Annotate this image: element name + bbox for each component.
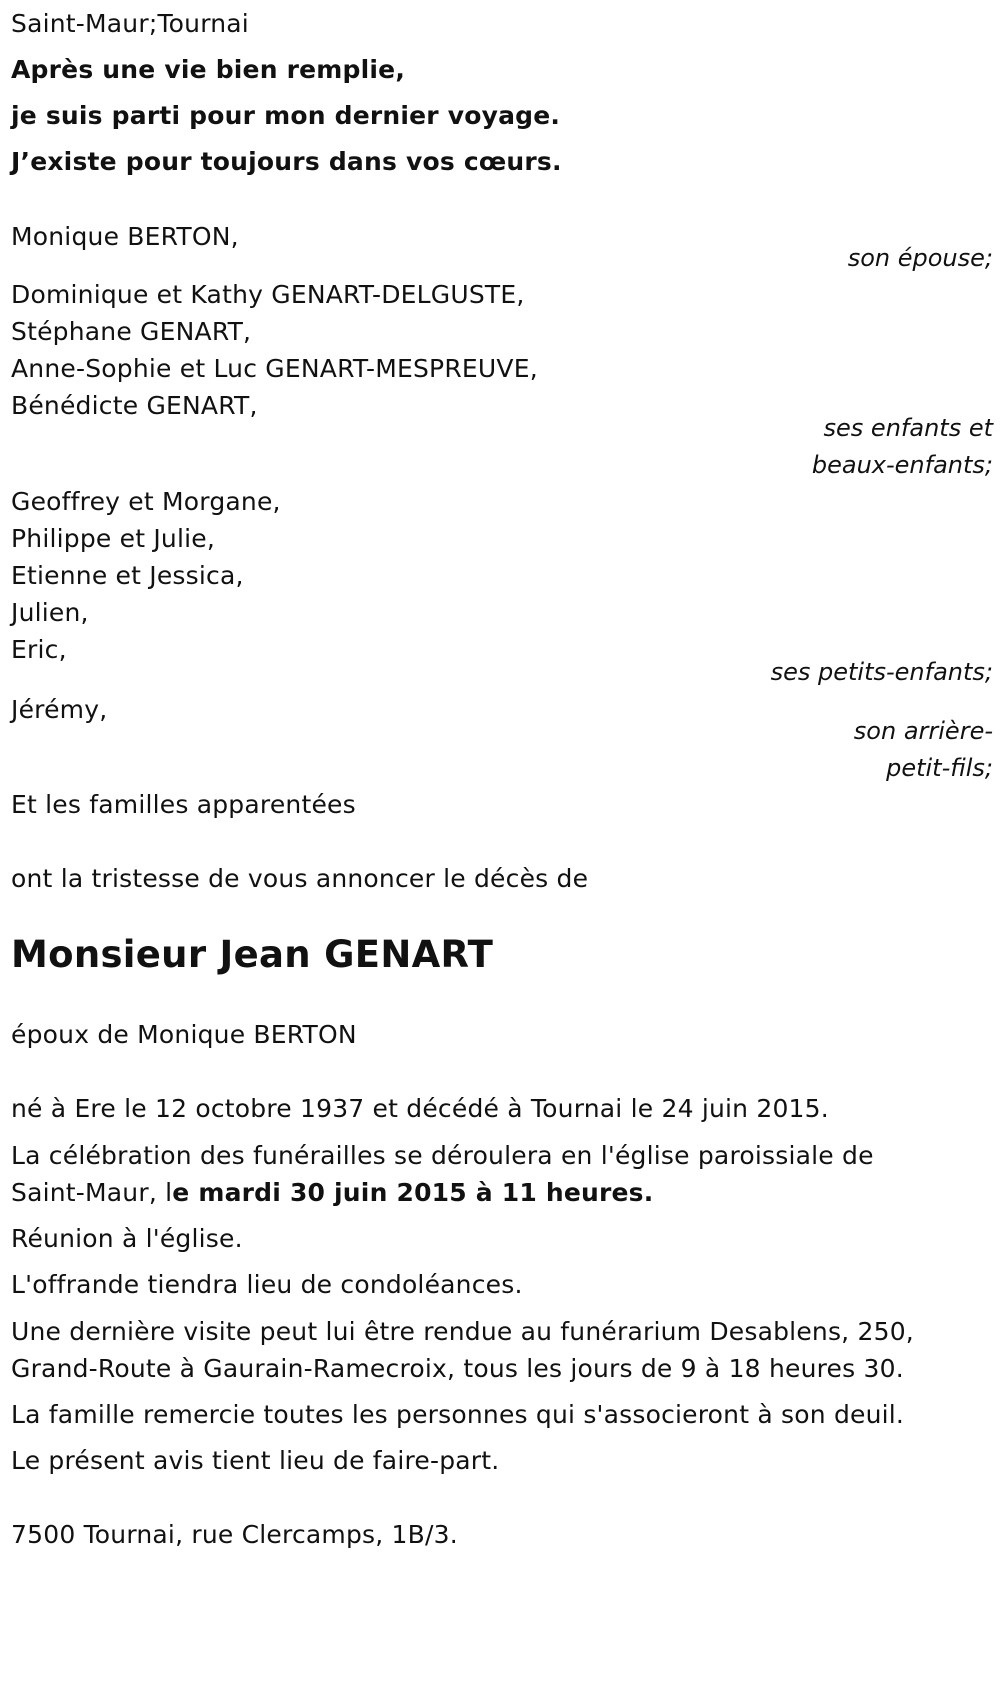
grandchild-5: Eric,	[11, 635, 67, 664]
visit-line-2: Grand-Route à Gaurain-Ramecroix, tous les jours de 9 à 18 heures 30.	[11, 1354, 904, 1383]
child-2: Stéphane GENART,	[11, 317, 252, 346]
meeting-info: Réunion à l'église.	[11, 1224, 243, 1253]
grandchild-2: Philippe et Julie,	[11, 524, 215, 553]
offering-info: L'offrande tiendra lieu de condoléances.	[11, 1270, 523, 1299]
great-grandchild-relation-line-1: son arrière-	[853, 717, 993, 745]
location-header: Saint-Maur;Tournai	[11, 9, 249, 38]
poem-line-1: Après une vie bien remplie,	[11, 55, 406, 84]
grandchildren-relation: ses petits-enfants;	[770, 658, 993, 686]
notice-statement: Le présent avis tient lieu de faire-part.	[11, 1446, 500, 1475]
address: 7500 Tournai, rue Clercamps, 1B/3.	[11, 1520, 458, 1549]
related-families: Et les familles apparentées	[11, 790, 356, 819]
deceased-name: Monsieur Jean GENART	[11, 933, 494, 976]
children-relation-line-2: beaux-enfants;	[811, 451, 993, 479]
grandchild-4: Julien,	[11, 598, 89, 627]
spouse-name: Monique BERTON,	[11, 222, 239, 251]
spouse-of: époux de Monique BERTON	[11, 1020, 357, 1049]
children-relation-line-1: ses enfants et	[823, 414, 993, 442]
child-1: Dominique et Kathy GENART-DELGUSTE,	[11, 280, 525, 309]
poem-line-3: J’existe pour toujours dans vos cœurs.	[11, 147, 562, 176]
ceremony-datetime: e mardi 30 juin 2015 à 11 heures.	[172, 1178, 654, 1207]
poem-line-2: je suis parti pour mon dernier voyage.	[11, 101, 561, 130]
ceremony-place: Saint-Maur, l	[11, 1178, 173, 1207]
announcement-intro: ont la tristesse de vous annoncer le décès de	[11, 864, 589, 893]
great-grandchild-relation-line-2: petit-fils;	[886, 754, 993, 782]
grandchild-1: Geoffrey et Morgane,	[11, 487, 281, 516]
spouse-relation: son épouse;	[847, 244, 993, 272]
family-thanks: La famille remercie toutes les personnes qui s'associeront à son deuil.	[11, 1400, 905, 1429]
visit-line-1: Une dernière visite peut lui être rendue au funérarium Desablens, 250,	[11, 1317, 914, 1346]
ceremony-line-2	[11, 1178, 653, 1208]
grandchild-3: Etienne et Jessica,	[11, 561, 244, 590]
child-3: Anne-Sophie et Luc GENART-MESPREUVE,	[11, 354, 538, 383]
child-4: Bénédicte GENART,	[11, 391, 258, 420]
birth-death-dates: né à Ere le 12 octobre 1937 et décédé à Tournai le 24 juin 2015.	[11, 1094, 829, 1123]
ceremony-line-1: La célébration des funérailles se déroulera en l'église paroissiale de	[11, 1141, 874, 1170]
great-grandchild-name: Jérémy,	[11, 695, 108, 724]
